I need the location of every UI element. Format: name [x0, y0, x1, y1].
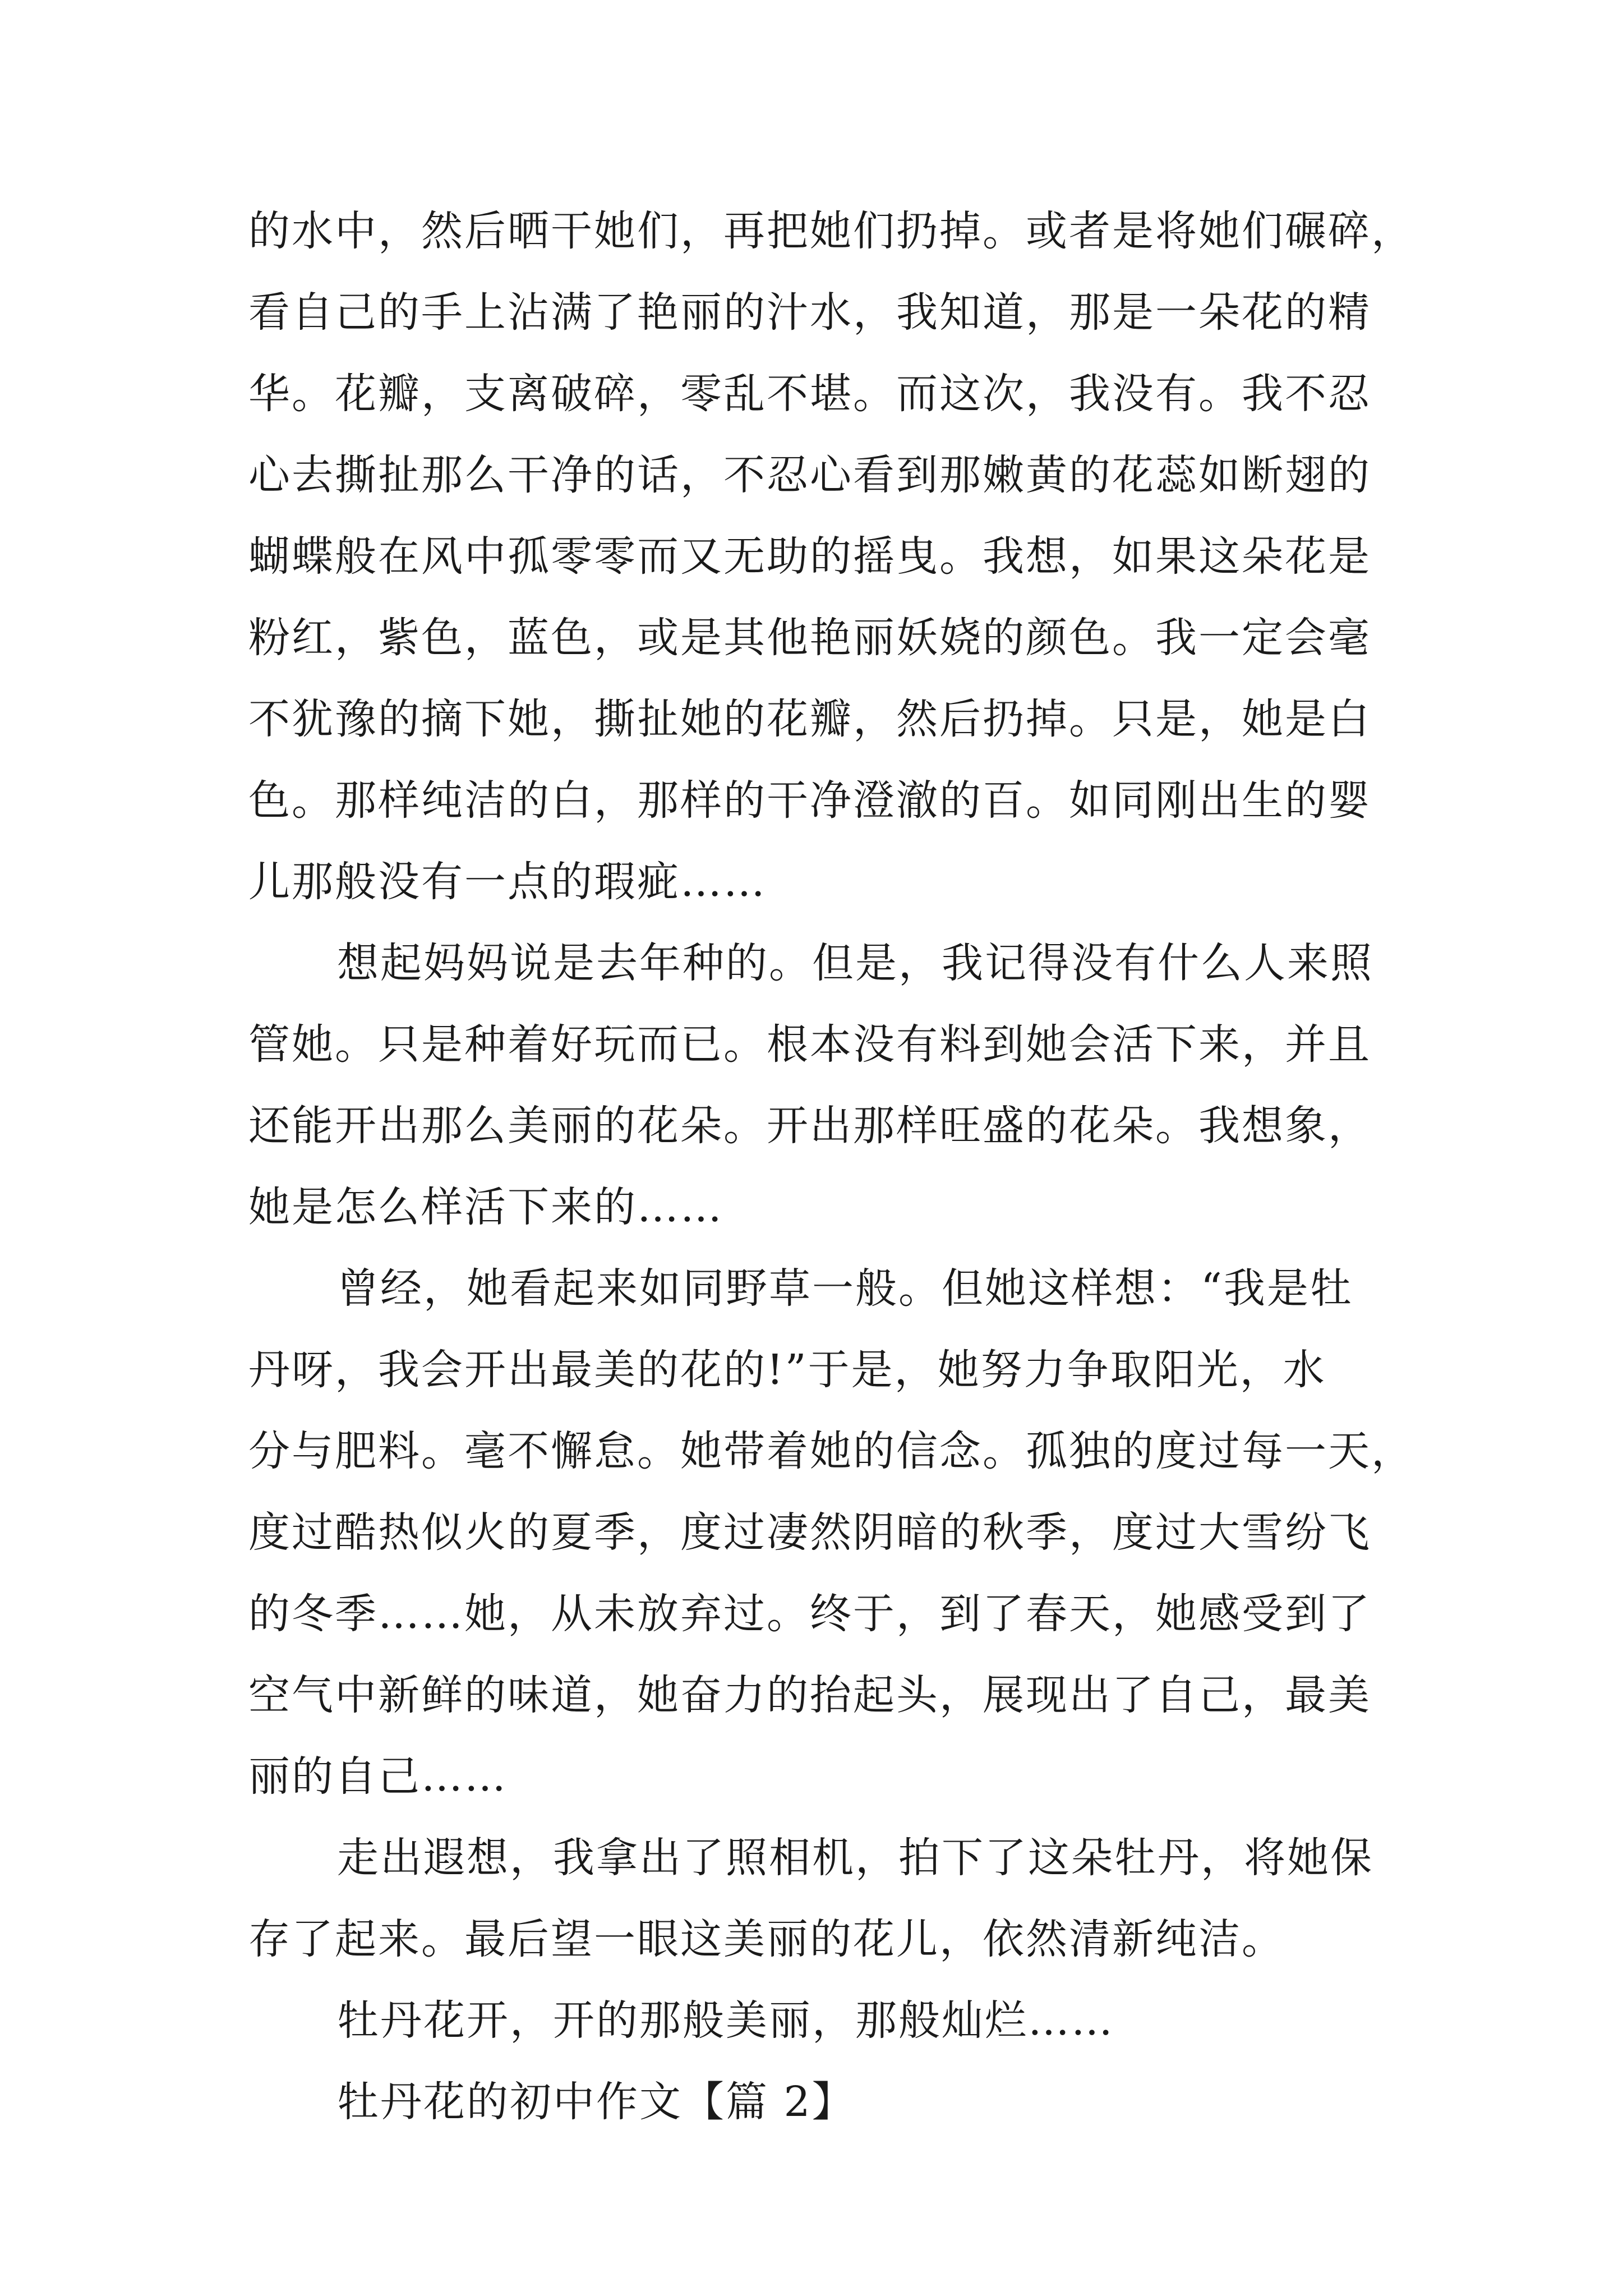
- text-line: 度过酷热似火的夏季，度过凄然阴暗的秋季，度过大雪纷飞: [248, 1508, 1371, 1557]
- text-line: 还能开出那么美丽的花朵。开出那样旺盛的花朵。我想象，: [248, 1102, 1371, 1150]
- text-line: 的冬季……她，从未放弃过。终于，到了春天，她感受到了: [248, 1590, 1371, 1638]
- text-line: 的水中，然后晒干她们，再把她们扔掉。或者是将她们碾碎，: [248, 207, 1414, 255]
- text-line: 看自己的手上沾满了艳丽的汁水，我知道，那是一朵花的精: [248, 288, 1371, 337]
- text-line: 丽的自己……: [248, 1752, 508, 1801]
- text-line: 蝴蝶般在风中孤零零而又无助的摇曳。我想，如果这朵花是: [248, 532, 1371, 581]
- text-line: 管她。只是种着好玩而已。根本没有料到她会活下来，并且: [248, 1020, 1371, 1069]
- text-line: 曾经，她看起来如同野草一般。但她这样想：“我是牡: [337, 1264, 1353, 1313]
- text-line: 她是怎么样活下来的……: [248, 1183, 723, 1231]
- text-line: 分与肥料。毫不懈怠。她带着她的信念。孤独的度过每一天，: [248, 1427, 1414, 1475]
- body-text: [248, 191, 1415, 2143]
- text-line: 不犹豫的摘下她，撕扯她的花瓣，然后扔掉。只是，她是白: [248, 695, 1371, 743]
- text-line: 华。花瓣，支离破碎，零乱不堪。而这次，我没有。我不忍: [248, 370, 1371, 418]
- text-line: 存了起来。最后望一眼这美丽的花儿，依然清新纯洁。: [248, 1915, 1285, 1963]
- text-line: 儿那般没有一点的瑕疵……: [248, 858, 767, 906]
- text-line: 色。那样纯洁的白，那样的干净澄澈的百。如同刚出生的婴: [248, 776, 1371, 825]
- text-line: 空气中新鲜的味道，她奋力的抬起头，展现出了自己，最美: [248, 1671, 1371, 1719]
- text-line: 牡丹花开，开的那般美丽，那般灿烂……: [337, 1996, 1114, 2045]
- text-line: 丹呀，我会开出最美的花的!”于是，她努力争取阳光，水: [248, 1346, 1326, 1394]
- text-line: 粉红，紫色，蓝色，或是其他艳丽妖娆的颜色。我一定会毫: [248, 614, 1371, 662]
- section-heading: 牡丹花的初中作文【篇 2】: [337, 2078, 855, 2126]
- text-line: 想起妈妈说是去年种的。但是，我记得没有什么人来照: [337, 939, 1373, 987]
- text-line: 走出遐想，我拿出了照相机，拍下了这朵牡丹，将她保: [337, 1834, 1373, 1882]
- text-line: 心去撕扯那么干净的话，不忍心看到那嫩黄的花蕊如断翅的: [248, 451, 1371, 499]
